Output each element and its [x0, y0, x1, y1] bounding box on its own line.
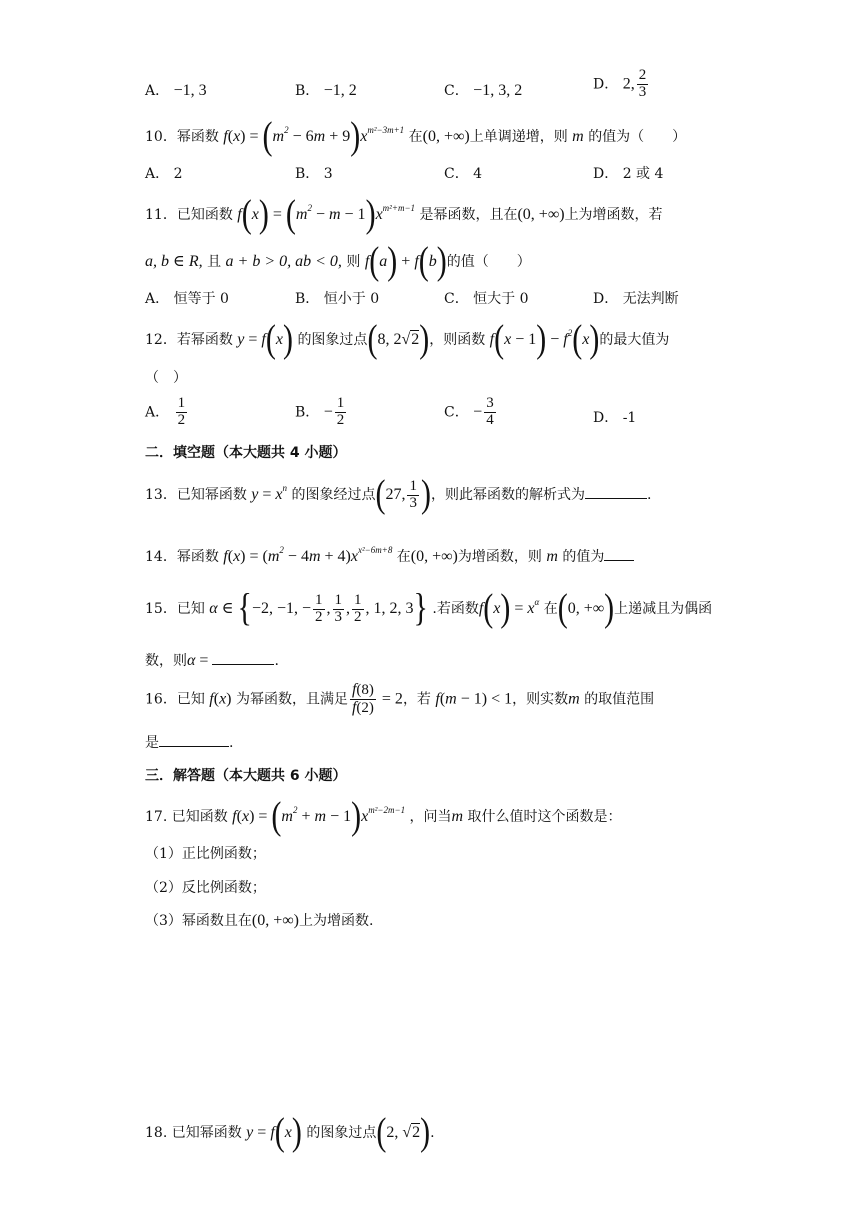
- section-fill-in-header: 二．填空题（本大题共 4 小题）: [145, 445, 347, 461]
- question-17-part-1: （1）正比例函数；: [145, 846, 266, 862]
- question-15: 15．已知 α ∈ {−2, −1, − $\frac{1}{2}$ , $\frac{1}{3}$ , $\frac{1}{2}$ , 1, 2, 3} .若函数$f(x) = x^\alpha$ 在(0, +∞)上递减且为偶函: [145, 586, 713, 630]
- q10-option-a: A． 2: [145, 166, 183, 182]
- section-answer-header: 三．解答题（本大题共 6 小题）: [145, 768, 347, 784]
- question-17: 17. 已知函数 $f(x) = (m^2 + m - 1)x^{m^2-2m-1}$ ，问当m 取什么值时这个函数是：: [145, 794, 622, 838]
- q11-option-a: A． 恒等于 0: [145, 291, 229, 307]
- question-13: 13．已知幂函数 $y = x^n$ 的图象经过点(27, $\frac{1}{3}$ )，则此幂函数的解析式为 .: [145, 472, 652, 516]
- question-18: 18. 已知幂函数 y = f(x) 的图象过点(2, √2).: [145, 1110, 435, 1154]
- question-15-line2: 数，则α = .: [145, 652, 279, 669]
- q9-option-d: D． 2, $\frac{2}{3}$: [593, 67, 647, 100]
- q11-option-c: C． 恒大于 0: [444, 291, 529, 307]
- q10-option-c: C． 4: [444, 166, 483, 182]
- q10-option-d: D． 2 或 4: [593, 166, 664, 182]
- q12-option-c: C． − $\frac{3}{4}$: [444, 395, 494, 428]
- question-11: 11．已知函数 $f(x) = (m^2 - m - 1)x^{m^2+m-1}$ 是幂函数，且在(0, +∞)上为增函数，若: [145, 192, 663, 236]
- question-16-line2: 是 .: [145, 735, 234, 751]
- q9-option-a: A． −1, 3: [145, 82, 207, 99]
- q11-option-d: D． 无法判断: [593, 291, 679, 307]
- question-10: 10．幂函数 $f(x) = (m^2 - 6m + 9)x^{m^2-3m+1}$ 在(0, +∞)上单调递增，则 m 的值为（ ）: [145, 114, 687, 158]
- q10-option-b: B． 3: [295, 166, 333, 182]
- question-11-line2: a, b ∈ R, 且 a + b > 0, ab < 0, 则 f(a) + f(b)的值（ ）: [145, 239, 531, 283]
- question-14: 14．幂函数 $f(x) = (m^2 - 4m + 4)x^{x^2-6m+8}$ 在(0, +∞)为增函数，则 m 的值为: [145, 545, 634, 566]
- question-17-part-3: （3）幂函数且在(0, +∞)上为增函数.: [145, 912, 374, 929]
- q9-option-b: B． −1, 2: [295, 82, 357, 99]
- question-16: 16．已知 f(x) 为幂函数，且满足 $\frac{f(8)}{f(2)}$ = 2，若 f(m − 1) < 1，则实数m 的取值范围: [145, 681, 655, 716]
- q11-option-b: B． 恒小于 0: [295, 291, 380, 307]
- q9-option-c: C． −1, 3, 2: [444, 82, 523, 99]
- question-12-paren: （ ）: [145, 370, 187, 386]
- q12-option-d: D． -1: [593, 410, 637, 426]
- question-17-part-2: （2）反比例函数；: [145, 880, 266, 896]
- q12-option-a: A． $\frac{1}{2}$: [145, 395, 186, 428]
- q12-option-b: B． − $\frac{1}{2}$: [295, 395, 345, 428]
- question-12: 12．若幂函数 y = f(x) 的图象过点(8, 2√2)，则函数 $f(x - 1) - f^2(x)$的最大值为: [145, 317, 670, 361]
